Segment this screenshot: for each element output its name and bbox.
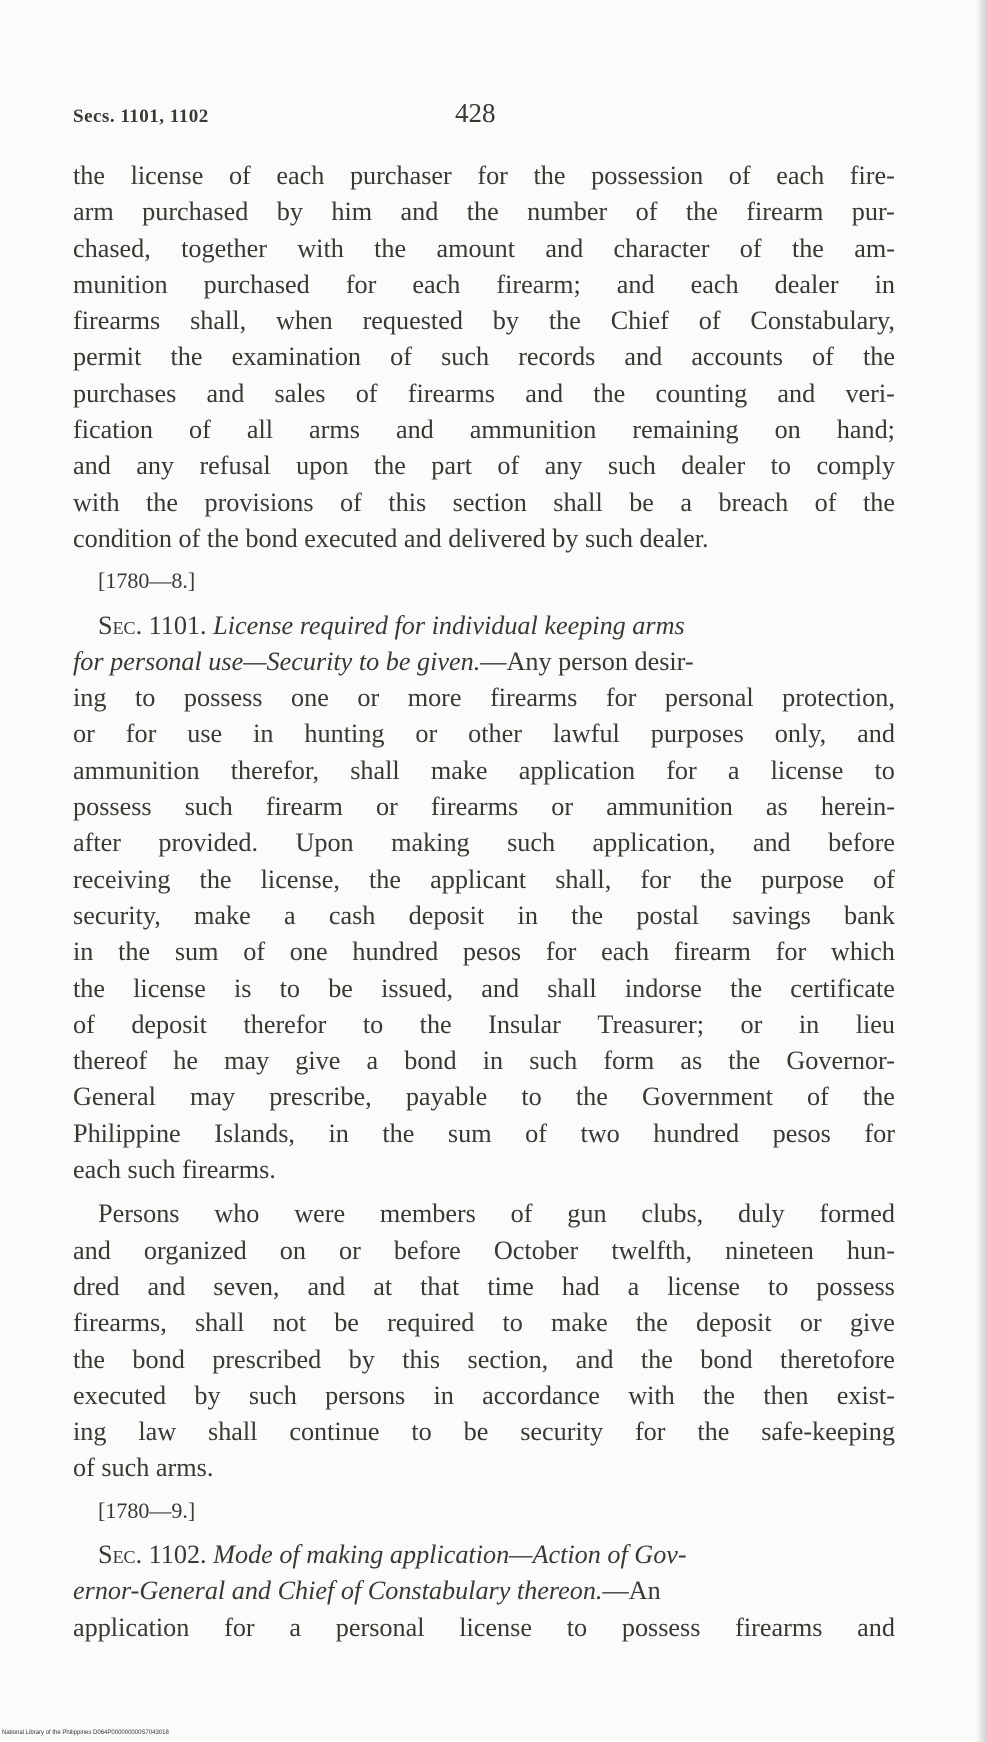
section-heading: for personal use—Security to be given. (73, 646, 481, 676)
text-line: Persons who were members of gun clubs, duly formed (98, 1199, 895, 1229)
text-line: with the provisions of this section shall be a breach of the (73, 487, 895, 517)
text-line: ing law shall continue to be security for the safe-keeping (73, 1417, 895, 1447)
text-line: thereof he may give a bond in such form as the Governor- (73, 1046, 895, 1076)
text-fragment: —An (602, 1576, 661, 1606)
section-label: Sec. 1102. (98, 1539, 207, 1569)
section-heading: License required for individual keeping arms (213, 610, 685, 640)
citation-2: [1780—9.] (98, 1497, 196, 1523)
text-line: and any refusal upon the part of any such dealer to comply (73, 451, 895, 481)
paragraph-gun-clubs (73, 1196, 895, 1486)
section-heading-line (73, 1573, 895, 1609)
text-line: security, make a cash deposit in the postal savings bank (73, 900, 895, 930)
text-line: the license is to be issued, and shall indorse the certificate (73, 973, 895, 1003)
section-label: Sec. 1101. (98, 610, 207, 640)
text-line: ammunition therefor, shall make application for a license to (73, 755, 895, 785)
text-line: in the sum of one hundred pesos for each firearm for which (73, 937, 895, 967)
text-line: executed by such persons in accordance with the then exist- (73, 1380, 895, 1410)
section-heading: Mode of making application—Action of Gov- (213, 1539, 687, 1569)
text-line: application for a personal license to possess firearms and (73, 1612, 895, 1642)
page-header (73, 98, 893, 138)
scan-edge (975, 0, 987, 1742)
section-1101 (73, 608, 895, 1189)
text-line: the license of each purchaser for the possession of each fire- (73, 161, 895, 190)
section-heading-line (73, 608, 895, 644)
page-number: 428 (455, 98, 496, 128)
text-line: munition purchased for each firearm; and each dealer in (73, 269, 895, 299)
paragraph-1 (73, 158, 895, 557)
text-line: chased, together with the amount and character of the am- (73, 233, 895, 263)
text-line: purchases and sales of firearms and the counting and veri- (73, 378, 895, 408)
text-fragment: —Any person desir- (480, 646, 694, 676)
text-line: or for use in hunting or other lawful purposes only, and (73, 719, 895, 749)
text-line: and organized on or before October twelfth, nineteen hun- (73, 1235, 895, 1265)
text-line: each such firearms. (73, 1155, 276, 1185)
text-line: Philippine Islands, in the sum of two hundred pesos for (73, 1118, 895, 1148)
text-line: dred and seven, and at that time had a license to possess (73, 1271, 895, 1301)
text-line: of such arms. (73, 1453, 214, 1483)
text-line: ing to possess one or more firearms for personal protection, (73, 683, 895, 713)
text-line: firearms, shall not be required to make the deposit or give (73, 1308, 895, 1338)
text-line: after provided. Upon making such application, and before (73, 828, 895, 858)
text-line: receiving the license, the applicant shall, for the purpose of (73, 864, 895, 894)
text-line: General may prescribe, payable to the Government of the (73, 1082, 895, 1112)
text-line: of deposit therefor to the Insular Treasurer; or in lieu (73, 1009, 895, 1039)
text-line: firearms shall, when requested by the Chief of Constabulary, (73, 306, 895, 336)
citation-1: [1780—8.] (98, 568, 196, 594)
section-heading: ernor-General and Chief of Constabulary thereon. (73, 1576, 603, 1606)
text-line: arm purchased by him and the number of the firearm pur- (73, 197, 895, 227)
section-1102 (73, 1537, 895, 1646)
text-line: possess such firearm or firearms or ammunition as herein- (73, 792, 895, 822)
text-line: fication of all arms and ammunition remaining on hand; (73, 415, 895, 445)
body-text (73, 158, 895, 1646)
text-line: condition of the bond executed and delivered by such dealer. (73, 523, 709, 553)
section-heading-line (73, 644, 895, 680)
running-head: Secs. 1101, 1102 (73, 106, 209, 127)
scan-footer: National Library of the Philippines D064P000000000S7043018 (2, 1730, 169, 1736)
text-line: the bond prescribed by this section, and the bond theretofore (73, 1344, 895, 1374)
section-heading-line (73, 1537, 895, 1573)
text-line: permit the examination of such records and accounts of the (73, 342, 895, 372)
